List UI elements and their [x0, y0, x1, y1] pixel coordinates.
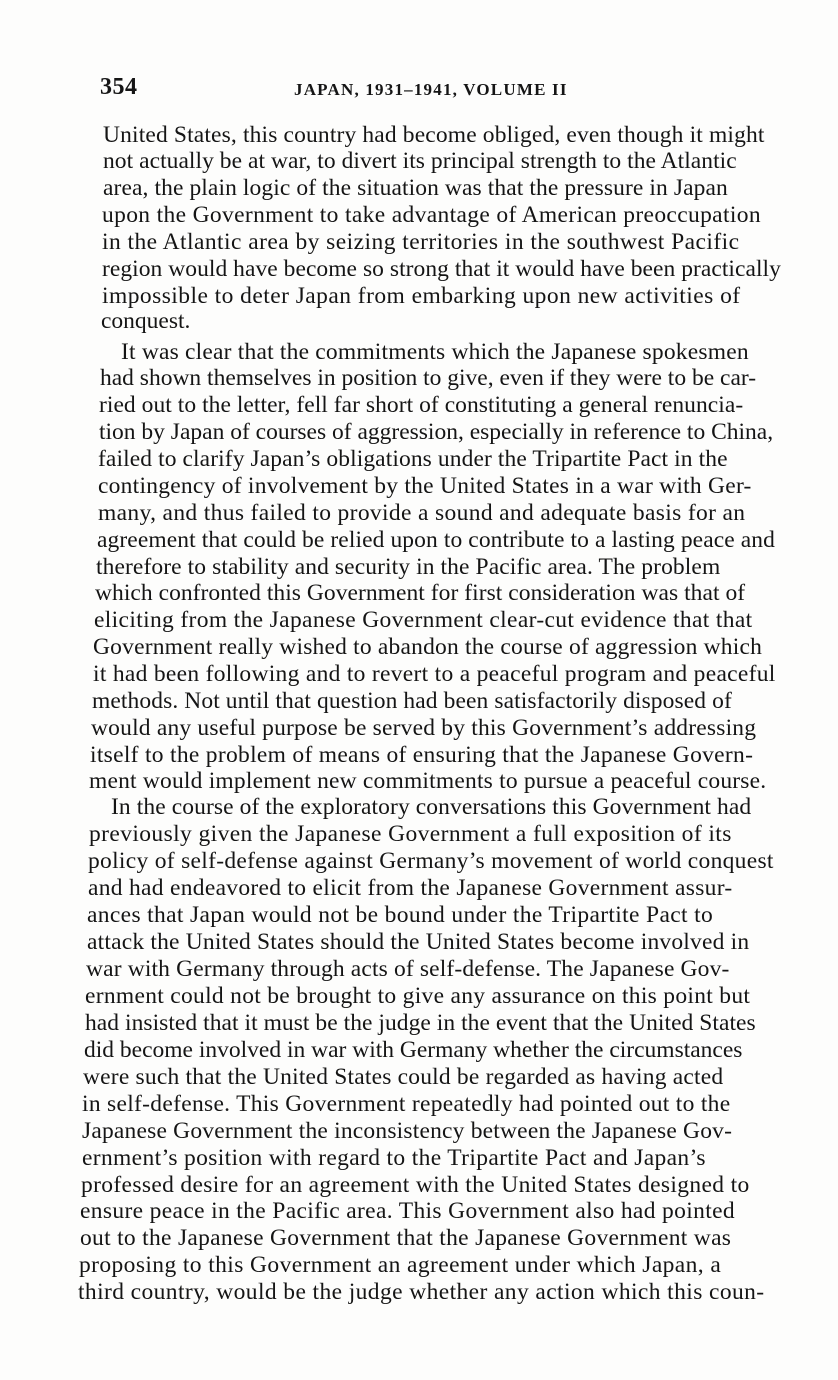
text-line: in self-defense. This Government repeatedly had pointed out to the: [82, 1091, 731, 1117]
text-line: therefore to stability and security in the Pacific area. The problem: [96, 554, 721, 580]
text-line: ernment’s position with regard to the Tripartite Pact and Japan’s: [82, 1145, 706, 1171]
page-header: [100, 74, 800, 104]
text-line: professed desire for an agreement with the United States designed to: [81, 1172, 750, 1198]
text-line: impossible to deter Japan from embarking upon new activities of: [102, 283, 741, 309]
text-line: policy of self-defense against Germany’s movement of world conquest: [88, 848, 774, 874]
page-number: 354: [100, 74, 138, 100]
text-line: did become involved in war with Germany whether the circumstances: [84, 1037, 743, 1063]
paragraph-start-line: In the course of the exploratory conversations this Government had: [111, 794, 752, 820]
text-line: and had endeavored to elicit from the Japanese Government assur-: [88, 875, 733, 901]
text-line: out to the Japanese Government that the Japanese Government was: [80, 1225, 732, 1251]
text-line: many, and thus failed to provide a sound and adequate basis for an: [98, 500, 746, 526]
text-line: agreement that could be relied upon to contribute to a lasting peace and: [97, 527, 776, 553]
text-line: had shown themselves in position to give, even if they were to be car-: [100, 365, 757, 391]
text-line: which confronted this Government for first consideration was that of: [95, 580, 746, 606]
text-line: ment would implement new commitments to pursue a peaceful course.: [89, 768, 767, 794]
text-line: itself to the problem of means of ensuring that the Japanese Govern-: [90, 742, 754, 768]
text-line: region would have become so strong that it would have been practically: [102, 256, 781, 282]
text-line: eliciting from the Japanese Government clear-cut evidence that that: [94, 607, 753, 633]
text-line: area, the plain logic of the situation was that the pressure in Japan: [103, 175, 728, 201]
text-line: United States, this country had become obliged, even though it might: [103, 122, 765, 148]
text-line: third country, would be the judge whether any action which this coun-: [78, 1279, 765, 1305]
text-line: ernment could not be brought to give any assurance on this point but: [85, 983, 751, 1009]
text-line: war with Germany through acts of self-defense. The Japanese Gov-: [86, 956, 730, 982]
text-line: methods. Not until that question had been satisfactorily disposed of: [92, 688, 732, 714]
text-line: conquest.: [101, 308, 191, 334]
text-line: attack the United States should the United States become involved in: [87, 929, 750, 955]
text-line: previously given the Japanese Government a full exposition of its: [89, 821, 732, 847]
text-line: ensure peace in the Pacific area. This Government also had pointed: [80, 1198, 735, 1224]
text-line: it had been following and to revert to a peaceful program and peaceful: [93, 661, 776, 687]
running-head: JAPAN, 1931–1941, VOLUME II: [294, 80, 568, 99]
text-line: ried out to the letter, fell far short of constituting a general renuncia-: [99, 392, 744, 418]
text-line: proposing to this Government an agreement under which Japan, a: [79, 1252, 722, 1278]
text-line: failed to clarify Japan’s obligations under the Tripartite Pact in the: [98, 446, 728, 472]
text-line: ances that Japan would not be bound under the Tripartite Pact to: [87, 902, 714, 928]
text-line: not actually be at war, to divert its principal strength to the Atlantic: [103, 148, 737, 174]
text-line: would any useful purpose be served by this Government’s addressing: [91, 715, 757, 741]
text-line: were such that the United States could be regarded as having acted: [83, 1064, 724, 1090]
text-line: Government really wished to abandon the course of aggression which: [93, 634, 763, 660]
text-line: Japanese Government the inconsistency between the Japanese Gov-: [82, 1118, 733, 1144]
text-line: upon the Government to take advantage of American preoccupation: [102, 202, 761, 228]
text-line: contingency of involvement by the United States in a war with Ger-: [98, 473, 752, 499]
text-line: had insisted that it must be the judge in the event that the United States: [85, 1010, 756, 1036]
text-line: tion by Japan of courses of aggression, especially in reference to China,: [99, 419, 774, 445]
text-line: in the Atlantic area by seizing territories in the southwest Pacific: [102, 229, 740, 255]
paragraph-start-line: It was clear that the commitments which the Japanese spokesmen: [121, 339, 749, 365]
